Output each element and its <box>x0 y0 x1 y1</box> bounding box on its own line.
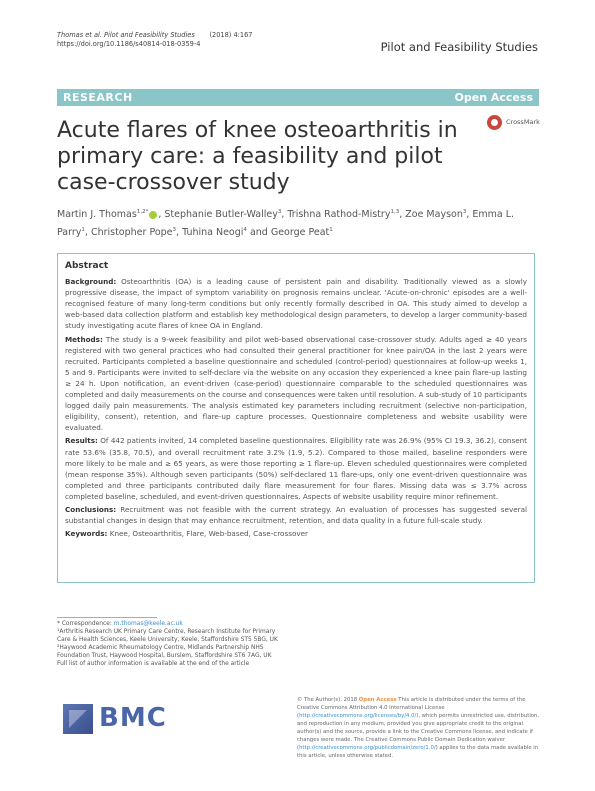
abstract-results: Results: Of 442 patients invited, 14 completed baseline questionnaires. Eligibility rate was 26.9% (95% CI 19.3, 36.2), consent rate 53.6% (35.8, 70.5), and overall recruitment rate 3.2% (1.9, 5.2). Compared to those mailed, baseline responders were more likely to be male and ≥ 65 years, as were those reporting ≥ 1 flare-up. Eleven scheduled questionnaires were completed (mean response 35%). Although seven participants (50%) self-declared 11 flare-ups, only one event-driven questionnaire was completed and three participants contributed daily flare measurement for four flares. Missing data was ≤ 3.7% across completed baseline, scheduled, and event-driven questionnaires. Aspects of website usability require minor refinement. <box>65 436 527 501</box>
author: Christopher Pope$^3$ <box>90 226 177 238</box>
author: Emma L. Parry$^1$ <box>57 209 515 238</box>
bmc-logo <box>63 700 183 740</box>
author: Zoe Mayson$^3$ <box>405 209 467 221</box>
license-text: © The Author(s). 2018 Open Access This article is distributed under the terms of the Creative Commons Attribution 4.0 International License (http://creativecommons.org/licenses/by/4.0/), which permits unrestricted use, distribution, and reproduction in any medium, provided you give appropriate credit to the original author(s) and the source, provide a link to the Creative Commons license, and indicate if changes were made. The Creative Commons Public Domain Dedication waiver (http://creativecommons.org/publicdomain/zero/1.0/) applies to the data made available in this article, unless otherwise stated. <box>297 697 540 759</box>
affiliation-1: ¹Arthritis Research UK Primary Care Centre, Research Institute for Primary Care & Health Sciences, Keele University, Keele, Staffordshire ST5 5BG, UK <box>57 629 278 643</box>
abstract-conclusions: Conclusions: Recruitment was not feasible with the current strategy. An evaluation of processes has suggested several substantial changes in design that may enhance recruitment, retention, and data quality in a future full-scale study. <box>65 504 527 526</box>
citation-ref: (2018) 4:167 <box>209 31 253 39</box>
publicdomain-link[interactable]: http://creativecommons.org/publicdomain/zero/1.0/ <box>299 745 436 751</box>
crossmark-icon <box>487 115 502 130</box>
crossmark-button[interactable] <box>487 113 557 133</box>
affiliation-2: ²Haywood Academic Rheumatology Centre, Midlands Partnership NHS Foundation Trust, Haywood Hospital, Burslem, Staffordshire ST6 7AG, UK <box>57 645 272 659</box>
journal-name: Pilot and Feasibility Studies <box>380 40 538 54</box>
footnote-divider <box>57 617 157 618</box>
abstract-methods: Methods: The study is a 9-week feasibility and pilot web-based observational case-crossover study. Adults aged ≥ 40 years registered with two general practices who had consulted their general practitioner for knee pain/OA in the last 2 years were recruited. Participants completed a baseline questionnaire and scheduled (control-period) questionnaires at follow-up weeks 1, 5 and 9. Participants were invited to self-declare via the website on any occasion they experienced a knee pain flare-up lasting ≥ 24 h. Upon notification, an event-driven (case-period) questionnaire comparable to the scheduled questionnaires was completed and daily measurements on the course and consequences were taken until resolution. A sub-study of 10 participants logged daily pain measurements. The analysis estimated key parameters including recruitment (selective non-participation, eligibility, consent), retention, and flare-up capture processes. Questionnaire completeness and website usability were evaluated. <box>65 334 527 433</box>
bmc-logo-icon <box>63 704 93 734</box>
author: Martin J. Thomas$^{1,2*}$ <box>57 209 149 221</box>
abstract-heading: Abstract <box>65 261 109 271</box>
author: Trishna Rathod-Mistry$^{1,3}$ <box>287 209 400 221</box>
abstract-keywords: Keywords: Knee, Osteoarthritis, Flare, Web-based, Case-crossover <box>65 529 308 539</box>
author: George Peat$^1$ <box>270 226 333 238</box>
abstract-background: Background: Osteoarthritis (OA) is a leading cause of persistent pain and disability. Traditionally viewed as a slowly progressive disease, the impact of symptom variability on prognosis remains unclear. 'Acute-on-chronic' episodes are a well-recognised feature of many long-term conditions but only recently formally described in OA. This study aimed to develop a web-based data collection platform and establish key methodological design parameters, to develop a larger community-based study investigating acute flares of knee OA in England. <box>65 277 527 331</box>
crossmark-label: CrossMark <box>506 118 540 126</box>
author: Stephanie Butler-Walley$^3$ <box>164 209 282 221</box>
orcid-icon[interactable] <box>149 211 157 219</box>
correspondence-email[interactable]: m.thomas@keele.ac.uk <box>113 621 183 627</box>
correspondence-block: * Correspondence: m.thomas@keele.ac.uk ¹Arthritis Research UK Primary Care Centre, Research Institute for Primary Care & Health Sciences, Keele University, Keele, Staffordshire ST5 5BG, UK ²Haywood Academic Rheumatology Centre, Midlands Partnership NHS Foundation Trust, Haywood Hospital, Burslem, Staffordshire ST6 7AG, UK Full list of author information is available at the end of the article <box>57 620 287 668</box>
citation-journal: Thomas et al. Pilot and Feasibility Studies <box>57 31 195 39</box>
article-title: Acute flares of knee osteoarthritis in primary care: a feasibility and pilot case-crossover study <box>57 118 458 195</box>
author: Tuhina Neogi$^4$ <box>182 226 247 238</box>
article-type-band <box>57 89 539 106</box>
author-list: Martin J. Thomas$^{1,2*}$ , Stephanie Butler-Walley$^3$, Trishna Rathod-Mistry$^{1,3}$, Zoe Mayson$^3$, Emma L. Parry$^1$, Christopher Pope$^3$, Tuhina Neogi$^4$ and George Peat$^1$ <box>57 209 515 238</box>
article-type-label: RESEARCH <box>63 91 133 104</box>
citation-header <box>57 31 252 49</box>
doi-link[interactable]: https://doi.org/10.1186/s40814-018-0359-4 <box>57 40 201 48</box>
author-info-note: Full list of author information is available at the end of the article <box>57 661 250 667</box>
abstract-box <box>57 253 535 583</box>
license-link[interactable]: http://creativecommons.org/licenses/by/4.0/ <box>299 713 417 719</box>
open-access-label: Open Access <box>454 91 533 104</box>
bmc-logo-text: BMC <box>99 703 167 733</box>
